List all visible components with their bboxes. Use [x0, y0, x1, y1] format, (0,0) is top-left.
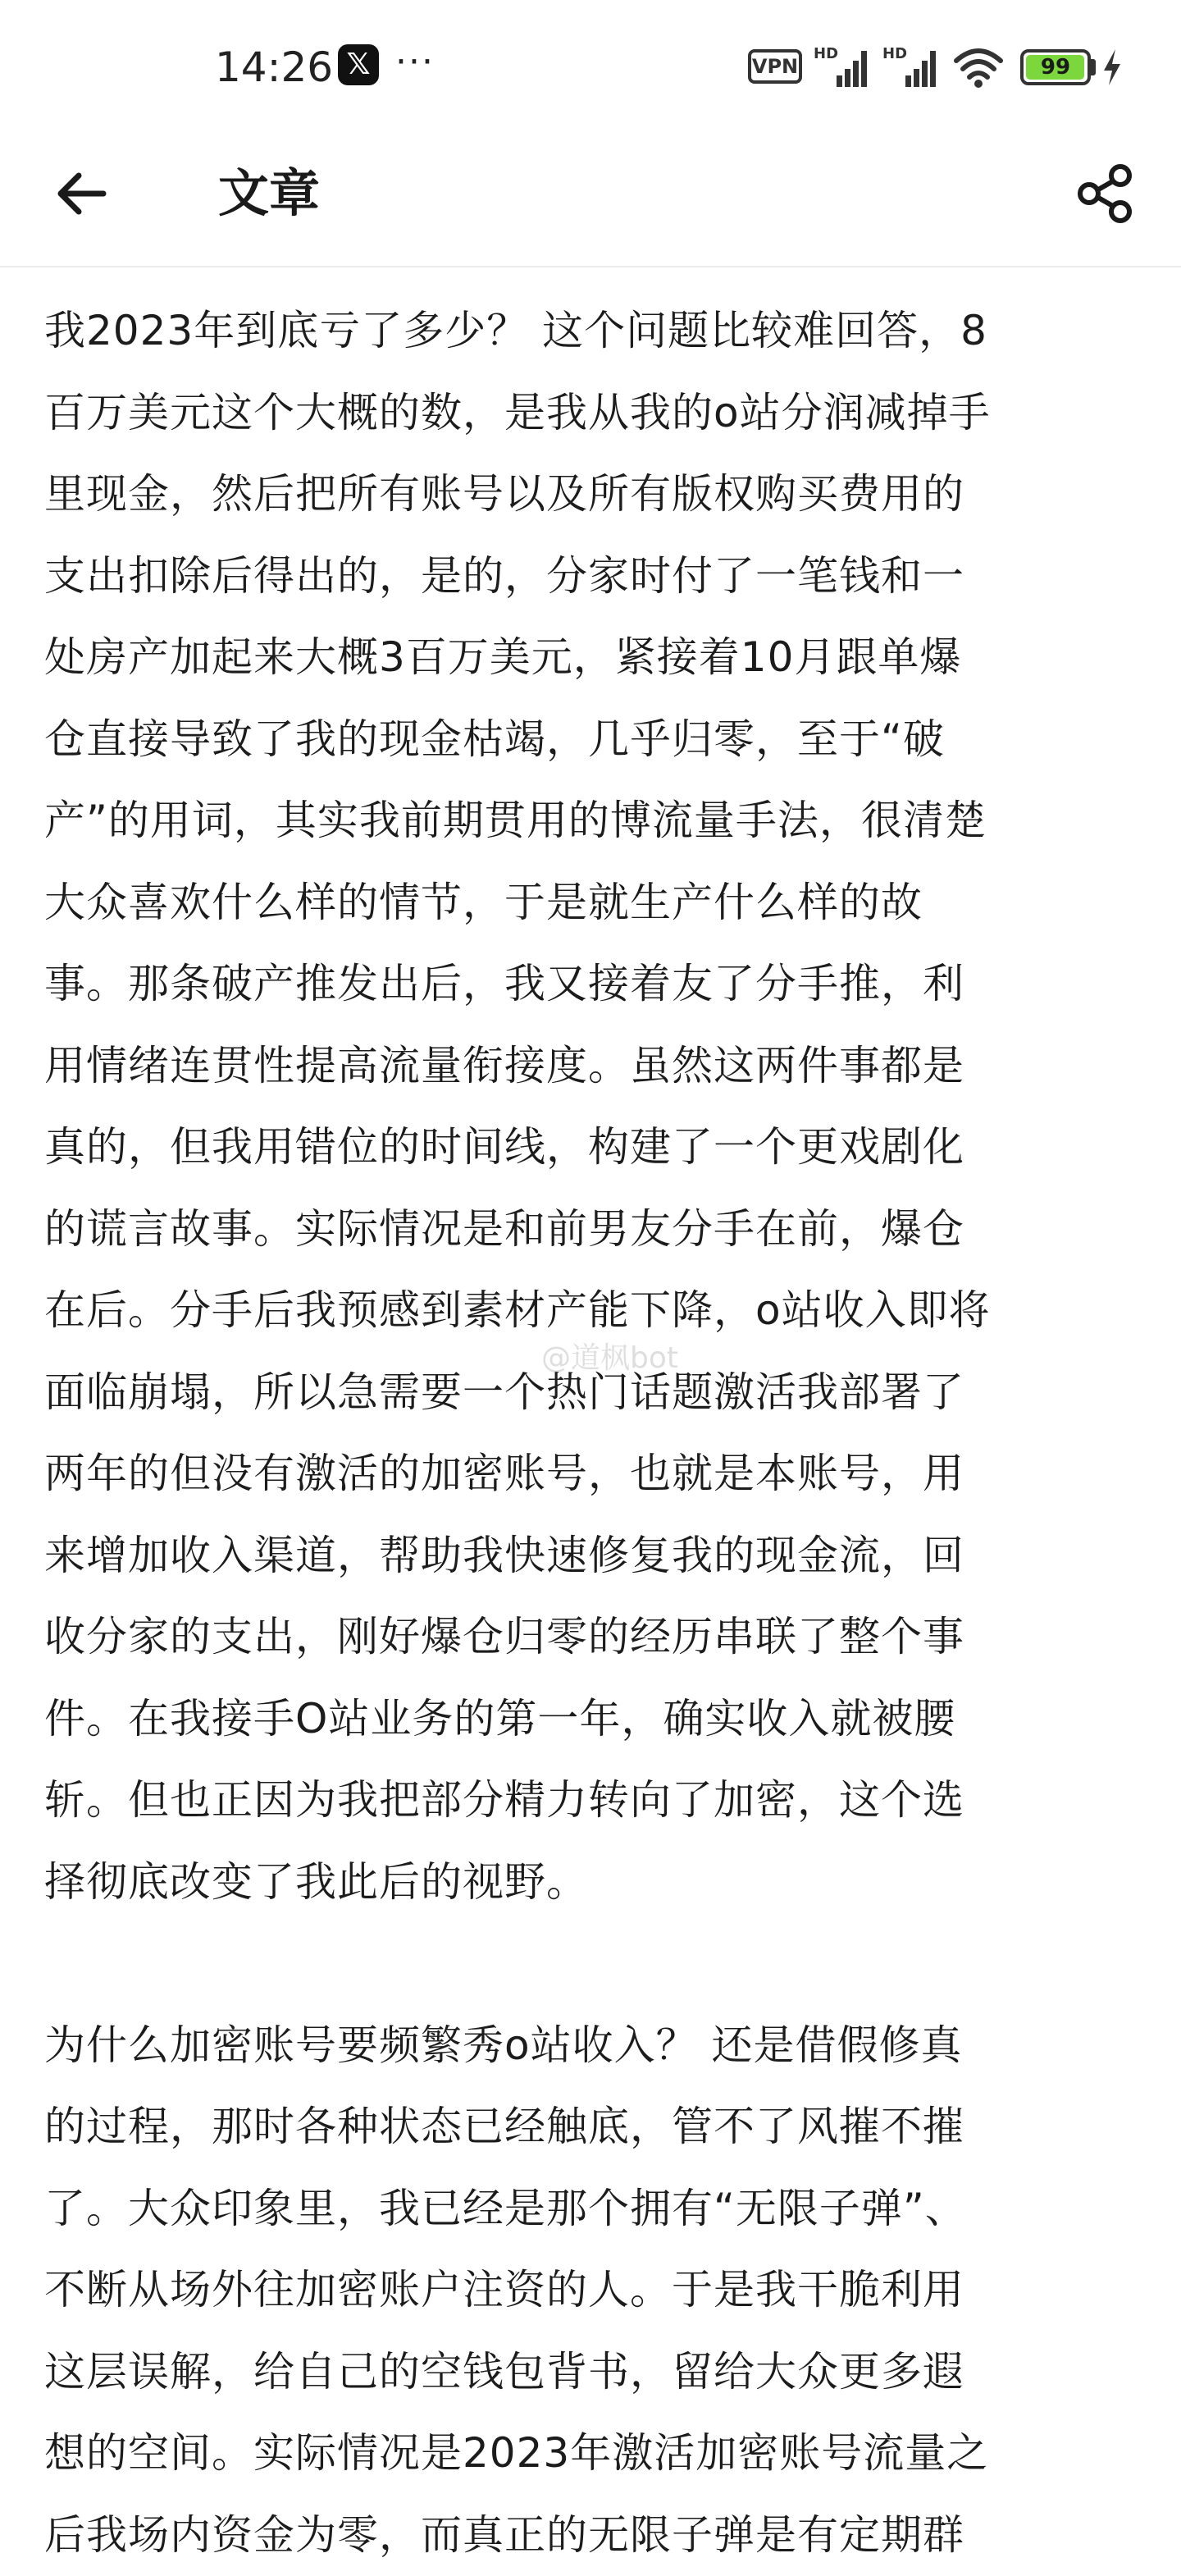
watermark: @道枫bot	[541, 1342, 678, 1375]
arrow-left-icon	[44, 154, 123, 233]
status-bar	[0, 0, 1181, 135]
hd-label: HD	[882, 46, 907, 62]
back-button[interactable]	[44, 154, 123, 233]
battery-level: 99	[1024, 53, 1088, 82]
battery-cap	[1091, 59, 1096, 75]
wifi-icon	[953, 46, 1004, 89]
more-dots-icon: ···	[395, 39, 435, 85]
share-icon	[1066, 154, 1145, 233]
battery-icon	[1020, 49, 1091, 85]
signal-icon	[814, 46, 868, 89]
signal-icon	[882, 46, 937, 89]
vpn-icon: VPN	[748, 49, 802, 84]
app-header	[0, 135, 1181, 267]
charging-icon	[1101, 48, 1124, 87]
hd-label: HD	[814, 46, 838, 62]
page-title: 文章	[218, 151, 320, 236]
article-paragraph: 为什么加密账号要频繁秀o站收入？ 还是借假修真 的过程，那时各种状态已经触底，管不了风摧不摧 了。大众印象里，我已经是那个拥有“无限子弹”、 不断从场外往加密账户注资的人。于是我干脆利用 这层误解，给自己的空钱包背书，留给大众更多遐 想的空间。实际情况是2023年激活加密账号流量之 后我场内资金为零，而真正的无限子弹是有定期群	[44, 2005, 1140, 2576]
status-time: 14:26	[215, 36, 333, 98]
article-paragraph: 我2023年到底亏了多少？ 这个问题比较难回答，8 百万美元这个大概的数，是我从我的o站分润减掉手 里现金，然后把所有账号以及所有版权购买费用的 支出扣除后得出的，是的，分家时付了一笔钱和一 处房产加起来大概3百万美元，紧接着10月跟单爆 仓直接导致了我的现金枯竭，几乎归零，至于“破 产”的用词，其实我前期贯用的博流量手法，很清楚 大众喜欢什么样的情节，于是就生产什么样的故 事。那条破产推发出后，我又接着友了分手推，利 用情绪连贯性提高流量衔接度。虽然这两件事都是 真的，但我用错位的时间线，构建了一个更戏剧化 的谎言故事。实际情况是和前男友分手在前，爆仓 在后。分手后我预感到素材产能下降，o站收入即将 面临崩塌，所以急需要一个热门话题激活我部署了 两年的但没有激活的加密账号，也就是本账号，用 来增加收入渠道，帮助我快速修复我的现金流，回 收分家的支出，刚好爆仓归零的经历串联了整个事 件。在我接手O站业务的第一年，确实收入就被腰 斩。但也正因为我把部分精力转向了加密，这个选 择彻底改变了我此后的视野。	[44, 290, 1140, 1923]
x-logo-icon: 𝕏	[338, 44, 379, 85]
share-button[interactable]	[1066, 154, 1145, 233]
article-body	[44, 290, 1140, 2576]
